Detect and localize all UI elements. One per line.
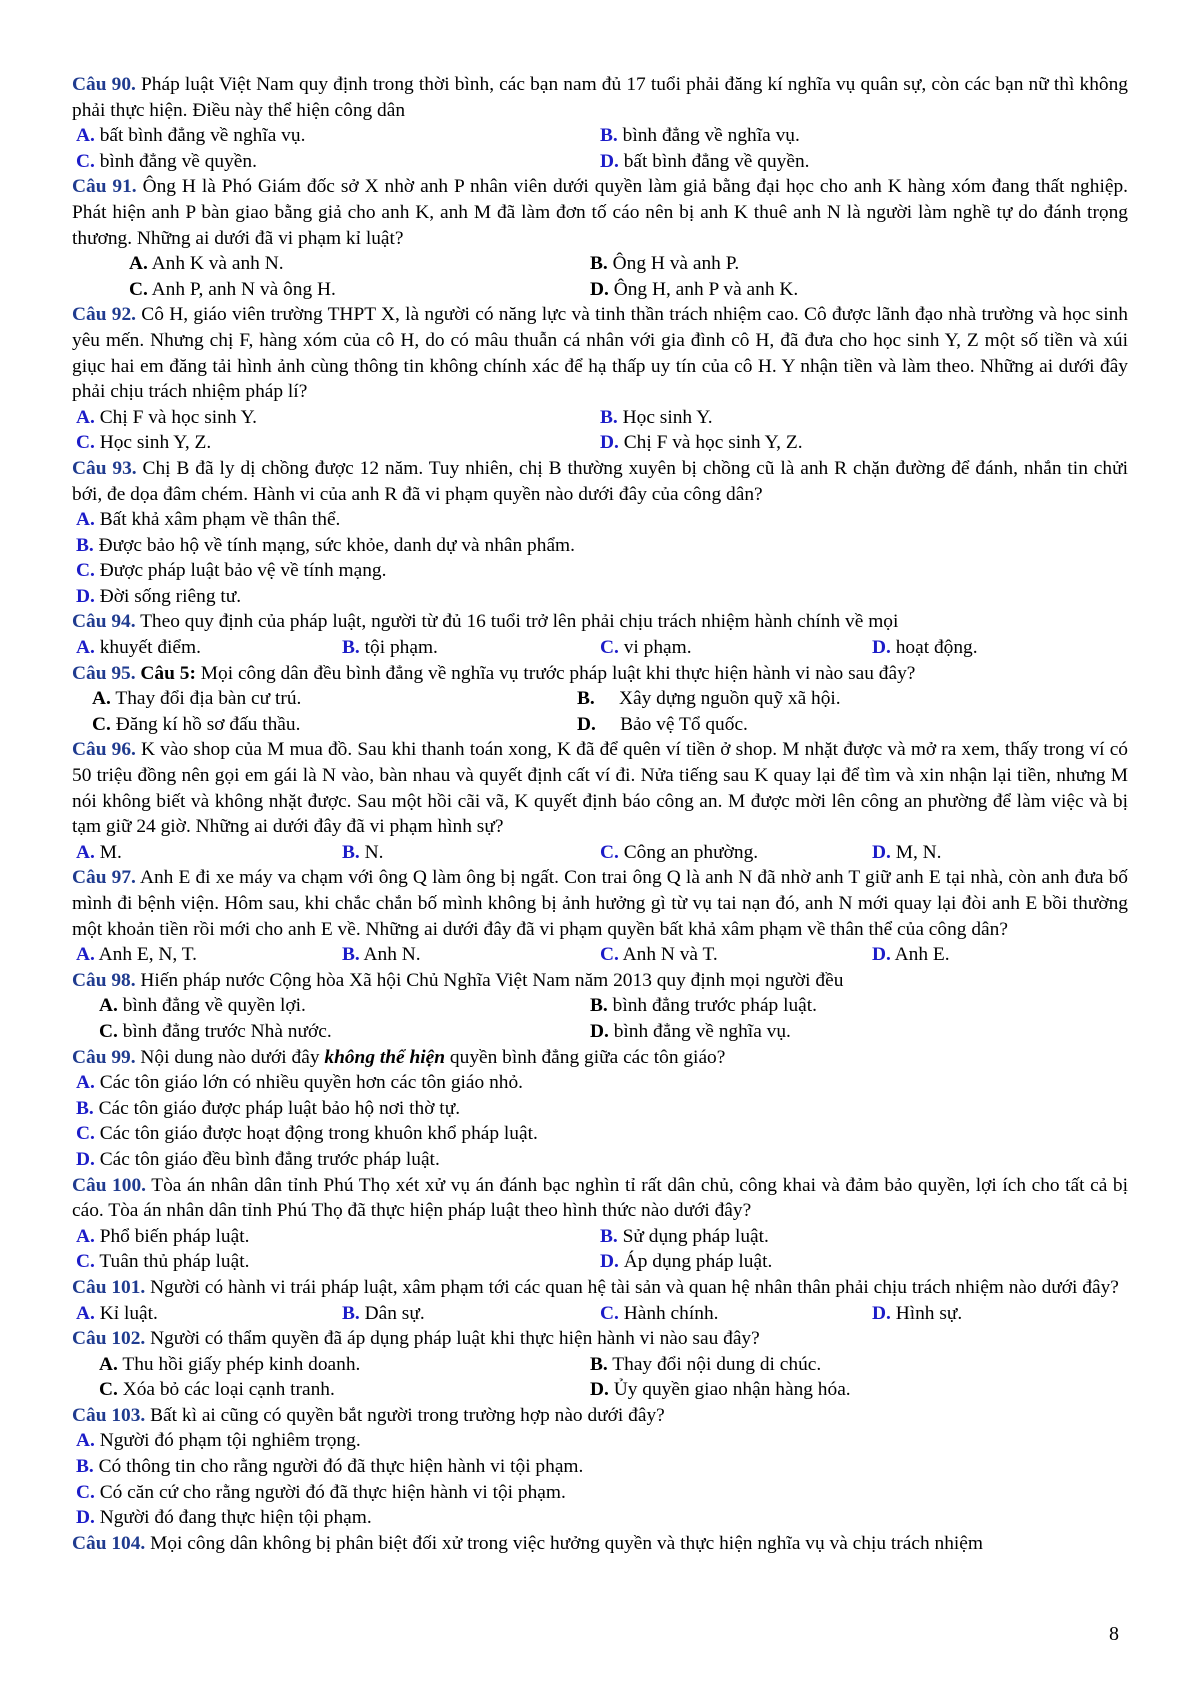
question-text: Theo quy định của pháp luật, người từ đủ 16 tuổi trở lên phải chịu trách nhiệm hành chính về mọi [135,611,899,633]
question-sub-label: Câu 5: [135,662,196,684]
question-text: Người có thẩm quyền đã áp dụng pháp luật khi thực hiện hành vi nào sau đây? [145,1328,760,1350]
option-c: C. bình đẳng về quyền. [76,150,257,172]
option-a: A. Các tôn giáo lớn có nhiều quyền hơn các tôn giáo nhỏ. [76,1072,524,1094]
option-b: B. Học sinh Y. [600,406,713,428]
option-row [72,1454,1128,1480]
option-row [72,533,1128,559]
page-number: 8 [1109,1623,1119,1645]
option-row [72,1019,1128,1045]
option-b: B. Có thông tin cho rằng người đó đã thực hiện hành vi tội phạm. [76,1456,584,1478]
option-a: A. Phổ biến pháp luật. [76,1225,250,1247]
option-row [72,430,1128,456]
question-97 [72,865,1128,942]
option-row [72,405,1128,431]
option-d: D. Bảo vệ Tổ quốc. [577,713,748,735]
option-d: D. Ông H, anh P và anh K. [590,278,799,300]
option-b: B. bình đẳng trước pháp luật. [590,995,818,1017]
question-text: Người có hành vi trái pháp luật, xâm phạm tới các quan hệ tài sản và quan hệ nhân thân phải chịu trách nhiệm nào dưới đây? [145,1276,1119,1298]
option-a: A. Chị F và học sinh Y. [76,406,257,428]
option-d: D. Đời sống riêng tư. [76,585,242,607]
question-92 [72,302,1128,404]
question-number: Câu 95. [72,662,136,684]
option-a: A. bình đẳng về quyền lợi. [99,995,306,1017]
option-row [72,277,1128,303]
option-d: D. Áp dụng pháp luật. [600,1251,773,1273]
option-row [72,1480,1128,1506]
question-number: Câu 103. [72,1404,146,1426]
question-number: Câu 94. [72,611,136,633]
question-104 [72,1531,1128,1557]
question-100 [72,1173,1128,1224]
option-row [72,1249,1128,1275]
option-row [72,558,1128,584]
option-a: A. Anh E, N, T. [76,944,198,966]
option-b: B. Dân sự. [342,1302,425,1324]
option-row [72,712,1128,738]
question-number: Câu 97. [72,867,136,889]
option-a: A. M. [76,841,122,863]
option-a: A. Thay đổi địa bàn cư trú. [92,688,302,710]
option-b: B. Ông H và anh P. [590,253,740,275]
option-c: C. Anh P, anh N và ông H. [129,278,336,300]
option-row [72,123,1128,149]
question-number: Câu 91. [72,176,137,198]
option-c: C. Công an phường. [600,841,759,863]
option-row [72,635,1128,661]
option-row [72,149,1128,175]
option-row [72,942,1128,968]
option-row [72,993,1128,1019]
question-number: Câu 102. [72,1328,146,1350]
question-text: Mọi công dân không bị phân biệt đối xử trong việc hưởng quyền và thực hiện nghĩa vụ và chịu trách nhiệm [145,1532,983,1554]
option-d: D. Hình sự. [872,1302,963,1324]
option-row [72,840,1128,866]
option-row [72,1377,1128,1403]
question-number: Câu 92. [72,304,137,326]
option-b: B. Được bảo hộ về tính mạng, sức khỏe, danh dự và nhân phẩm. [76,534,575,556]
option-b: B. Thay đổi nội dung di chúc. [590,1353,822,1375]
option-b: B. Các tôn giáo được pháp luật bảo hộ nơi thờ tự. [76,1097,461,1119]
option-a: A. bất bình đẳng về nghĩa vụ. [76,125,306,147]
option-a: A. Người đó phạm tội nghiêm trọng. [76,1430,361,1452]
option-b: B. Anh N. [342,944,421,966]
option-d: D. Anh E. [872,944,950,966]
question-text: Nội dung nào dưới đây [135,1046,325,1068]
option-row [72,251,1128,277]
option-a: A. Kỉ luật. [76,1302,158,1324]
question-list [72,72,1128,1556]
question-96 [72,737,1128,839]
option-d: D. bất bình đẳng về quyền. [600,150,810,172]
question-emphasis: không thể hiện [324,1046,446,1068]
option-b: B. Xây dựng nguồn quỹ xã hội. [577,688,841,710]
option-c: C. Tuân thủ pháp luật. [76,1251,250,1273]
option-c: C. Đăng kí hồ sơ đấu thầu. [92,713,301,735]
option-b: B. bình đẳng về nghĩa vụ. [600,125,800,147]
option-row [72,1301,1128,1327]
question-text: quyền bình đẳng giữa các tôn giáo? [445,1046,726,1068]
option-d: D. hoạt động. [872,637,978,659]
question-text: Hiến pháp nước Cộng hòa Xã hội Chủ Nghĩa Việt Nam năm 2013 quy định mọi người đều [135,969,844,991]
question-text: Cô H, giáo viên trường THPT X, là người có năng lực và tinh thần trách nhiệm cao. Cô được lãnh đạo nhà trường và học sinh yêu mến. Nhưng chị F, hàng xóm của cô H, do có mâu thuẫn cá nhân với gia đình cô H, đã đưa cho học sinh Y, Z một số tiền và xúi giục hai em đăng tải hình ảnh cùng thông tin không chính xác để hạ thấp uy tín của cô H. Y nhận tiền và làm theo. Những ai dưới đây phải chịu trách nhiệm pháp lí? [72,304,1128,403]
option-a: A. Thu hồi giấy phép kinh doanh. [99,1353,361,1375]
option-c: C. bình đẳng trước Nhà nước. [99,1020,332,1042]
question-102 [72,1326,1128,1352]
option-row [72,1505,1128,1531]
option-c: C. Xóa bỏ các loại cạnh tranh. [99,1379,335,1401]
question-number: Câu 90. [72,74,136,95]
option-c: C. Học sinh Y, Z. [76,432,212,454]
option-d: D. bình đẳng về nghĩa vụ. [590,1020,791,1042]
question-number: Câu 93. [72,457,137,479]
option-a: A. Anh K và anh N. [129,253,284,275]
question-93 [72,456,1128,507]
option-d: D. Các tôn giáo đều bình đẳng trước pháp luật. [76,1148,440,1170]
option-c: C. Anh N và T. [600,944,718,966]
option-c: C. Hành chính. [600,1302,719,1324]
question-number: Câu 101. [72,1276,146,1298]
question-text: Mọi công dân đều bình đẳng về nghĩa vụ trước pháp luật khi thực hiện hành vi nào sau đây? [195,662,916,684]
option-a: A. khuyết điểm. [76,637,201,659]
question-number: Câu 96. [72,739,136,761]
question-103 [72,1403,1128,1429]
option-d: D. Chị F và học sinh Y, Z. [600,432,803,454]
option-d: D. M, N. [872,841,942,863]
question-text: Tòa án nhân dân tỉnh Phú Thọ xét xử vụ án đánh bạc nghìn tỉ rất dân chủ, công khai và đảm bảo quyền, lợi ích cho tất cả bị cáo. Tòa án nhân dân tỉnh Phú Thọ đã thực hiện pháp luật theo hình thức nào dưới đây? [72,1174,1128,1222]
option-row [72,507,1128,533]
question-95 [72,661,1128,687]
option-b: B. Sử dụng pháp luật. [600,1225,769,1247]
option-d: D. Ủy quyền giao nhận hàng hóa. [590,1379,851,1401]
question-text: Ông H là Phó Giám đốc sở X nhờ anh P nhân viên dưới quyền làm giả bằng đại học cho anh K hàng xóm đang thất nghiệp. Phát hiện anh P bàn giao bằng giả cho anh K, anh M đã làm đơn tố cáo nên bị anh K thuê anh N là người làm nghề tự do đánh trọng thương. Những ai dưới đã vi phạm kỉ luật? [72,176,1128,249]
option-row [72,1352,1128,1378]
question-number: Câu 98. [72,969,136,991]
question-number: Câu 100. [72,1174,146,1196]
option-row [72,1070,1128,1096]
option-c: C. Các tôn giáo được hoạt động trong khuôn khổ pháp luật. [76,1123,538,1145]
question-94 [72,609,1128,635]
question-text: Anh E đi xe máy va chạm với ông Q làm ông bị ngất. Con trai ông Q là anh N đã nhờ anh T giữ anh E tại nhà, còn anh đưa bố mình đi bệnh viện. Hôm sau, khi chắc chắn bố mình không bị ảnh hưởng gì từ vụ tai nạn đó, anh N mới quay lại đòi anh E bồi thường một khoản tiền rồi mới cho anh E về. Những ai dưới đây đã vi phạm quyền bất khả xâm phạm về thân thể của công dân? [72,867,1128,940]
option-row [72,1224,1128,1250]
option-b: B. tội phạm. [342,637,438,659]
option-a: A. Bất khả xâm phạm về thân thể. [76,509,341,531]
option-c: C. vi phạm. [600,637,692,659]
question-101 [72,1275,1128,1301]
option-row [72,1147,1128,1173]
option-d: D. Người đó đang thực hiện tội phạm. [76,1507,372,1529]
option-row [72,1428,1128,1454]
question-number: Câu 104. [72,1532,146,1554]
question-number: Câu 99. [72,1046,136,1068]
option-row [72,1121,1128,1147]
question-text: Pháp luật Việt Nam quy định trong thời bình, các bạn nam đủ 17 tuổi phải đăng kí nghĩa vụ quân sự, còn các bạn nữ thì không phải thực hiện. Điều này thể hiện công dân [72,74,1128,121]
question-text: Bất kì ai cũng có quyền bắt người trong trường hợp nào dưới đây? [145,1404,665,1426]
option-c: C. Được pháp luật bảo vệ về tính mạng. [76,560,387,582]
question-98 [72,968,1128,994]
option-row [72,686,1128,712]
question-99 [72,1045,1128,1071]
option-row [72,584,1128,610]
option-row [72,1096,1128,1122]
question-text: K vào shop của M mua đồ. Sau khi thanh toán xong, K đã để quên ví tiền ở shop. M nhặt được và mở ra xem, thấy trong ví có 50 triệu đồng nên gọi em gái là N vào, bàn nhau và quyết định cất ví đi. Nửa tiếng sau K quay lại để tìm và xin nhận lại tiền, nhưng M nói không biết và không nhặt được. Sau một hồi cãi vã, K quyết định báo công an. M được mời lên công an phường để làm việc và bị tạm giữ 24 giờ. Những ai dưới đây đã vi phạm hình sự? [72,739,1128,838]
question-text: Chị B đã ly dị chồng được 12 năm. Tuy nhiên, chị B thường xuyên bị chồng cũ là anh R chặn đường để đánh, nhắn tin chửi bới, đe dọa đâm chém. Hành vi của anh R đã vi phạm quyền nào dưới đây của công dân? [72,457,1128,505]
question-91 [72,174,1128,251]
option-c: C. Có căn cứ cho rằng người đó đã thực hiện hành vi tội phạm. [76,1481,566,1503]
question-90 [72,72,1128,123]
option-b: B. N. [342,841,384,863]
